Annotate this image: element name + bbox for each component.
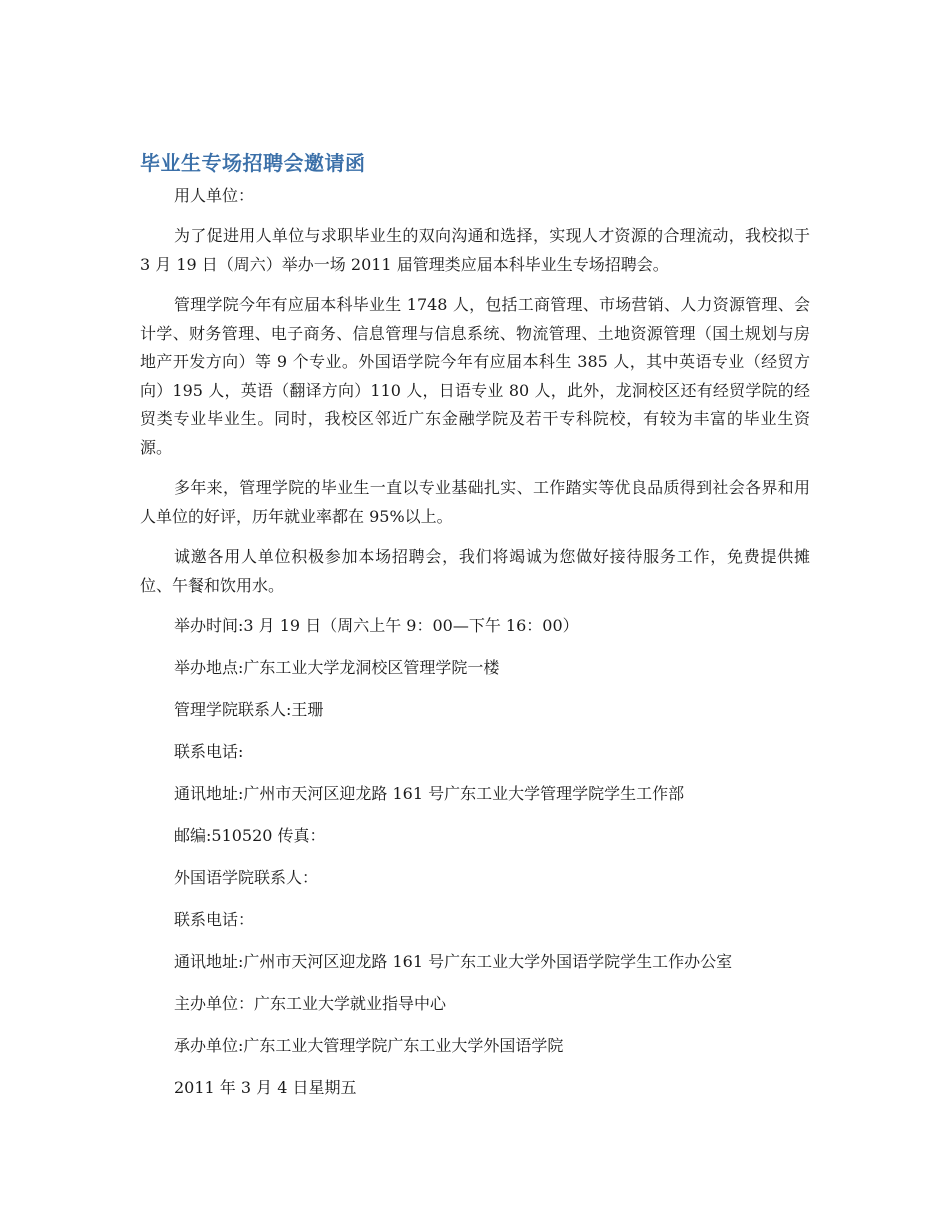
info-foreign-phone: 联系电话： [174, 910, 255, 929]
info-co-organizer: 承办单位:广东工业大管理学院广东工业大学外国语学院 [174, 1036, 564, 1055]
document-page [140, 148, 810, 1116]
info-date: 2011 年 3 月 4 日星期五 [174, 1078, 357, 1097]
info-foreign-contact: 外国语学院联系人： [174, 868, 319, 887]
info-management-address: 通讯地址:广州市天河区迎龙路 161 号广东工业大学管理学院学生工作部 [174, 784, 685, 803]
info-organizer: 主办单位：广东工业大学就业指导中心 [174, 994, 447, 1013]
info-foreign-address: 通讯地址:广州市天河区迎龙路 161 号广东工业大学外国语学院学生工作办公室 [174, 952, 733, 971]
greeting: 用人单位： [174, 186, 255, 205]
info-location: 举办地点:广东工业大学龙洞校区管理学院一楼 [174, 658, 500, 677]
paragraph-graduates: 管理学院今年有应届本科毕业生 1748 人，包括工商管理、市场营销、人力资源管理、会计学、财务管理、电子商务、信息管理与信息系统、物流管理、土地资源管理（国土规划与房地产开发方向）等 9 个专业。外国语学院今年有应届本科生 385 人，其中英语专业（经贸方向）195 人，英语（翻译方向）110 人，日语专业 80 人，此外，龙洞校区还有经贸学院的经贸类专业毕业生。同时，我校区邻近广东金融学院及若干专科院校，有较为丰富的毕业生资源。 [140, 295, 810, 457]
document-title: 毕业生专场招聘会邀请函 [140, 151, 366, 175]
info-management-contact: 管理学院联系人:王珊 [174, 700, 324, 719]
info-time: 举办时间:3 月 19 日（周六上午 9：00—下午 16：00） [174, 616, 579, 635]
paragraph-purpose: 为了促进用人单位与求职毕业生的双向沟通和选择，实现人才资源的合理流动，我校拟于 3 月 19 日（周六）举办一场 2011 届管理类应届本科毕业生专场招聘会。 [140, 226, 810, 274]
info-management-phone: 联系电话: [174, 742, 244, 761]
info-postcode-fax: 邮编:510520 传真： [174, 826, 326, 845]
paragraph-reputation: 多年来，管理学院的毕业生一直以专业基础扎实、工作踏实等优良品质得到社会各界和用人单位的好评，历年就业率都在 95%以上。 [140, 478, 810, 526]
paragraph-invitation: 诚邀各用人单位积极参加本场招聘会，我们将竭诚为您做好接待服务工作，免费提供摊位、午餐和饮用水。 [140, 547, 810, 595]
